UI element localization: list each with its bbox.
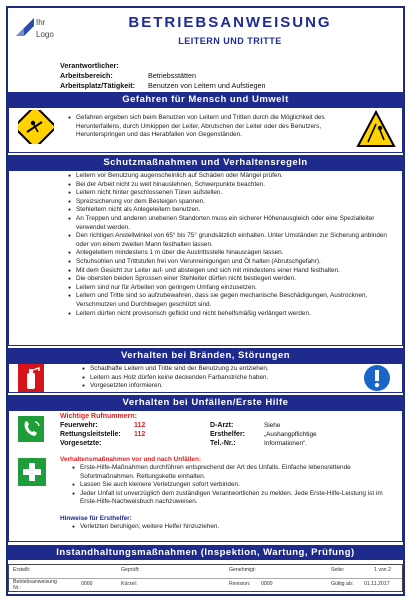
- list-item: ● Leitern aus Holz dürfen keine deckenden Farbanstriche haben.: [82, 374, 352, 383]
- list-item: ● Schuhsohlen und Trittstufen frei von Verunreinigungen und Öl halten (Abrutschgefahr).: [68, 258, 390, 267]
- list-item: ● Erste-Hilfe-Maßnahmen durchführen entsprechend der Art des Unfalls. Einfache lebensrettende Sofortmaßnahmen. Rettungskette einhalten.: [72, 464, 392, 481]
- logo-icon: [14, 16, 36, 38]
- tel-row: [210, 439, 307, 448]
- gueltig-value: 01.11.2017: [364, 581, 390, 587]
- meta-label: Verantwortlicher:: [60, 61, 119, 70]
- massnahmen-list: [72, 464, 392, 507]
- gueltig-label: Gültig ab:: [331, 581, 354, 587]
- rufnummern-title: Wichtige Rufnummern:: [60, 413, 137, 420]
- info-mandatory-icon: [363, 364, 391, 392]
- meta-value: Betriebsstätten: [148, 71, 196, 80]
- section-heading-unfaelle: Verhalten bei Unfällen/Erste Hilfe: [8, 395, 403, 410]
- feuerwehr-number: 112: [134, 422, 146, 429]
- hinweise-title: Hinweise für Ersthelfer:: [60, 515, 132, 522]
- vorgesetzte-label: Vorgesetzte:: [60, 440, 102, 447]
- list-item: ● Den richtigen Anstellwinkel von 65° bis 75° grundsätzlich einhalten. Unter Umständen zur Sicherung anbinden oder von einem zweiten Mann festhalten lassen.: [68, 232, 390, 249]
- fire-extinguisher-icon: [18, 364, 44, 392]
- revision-label: Revision:: [229, 581, 251, 587]
- rettung-row: [60, 430, 146, 439]
- meta-value: Benutzen von Leitern und Aufstiegen: [148, 81, 266, 90]
- rettung-number: 112: [134, 431, 146, 438]
- section-heading-braende: Verhalten bei Bränden, Störungen: [8, 348, 403, 363]
- list-item: ● Spreizsicherung vor dem Besteigen spannen.: [68, 198, 390, 207]
- meta-label: Arbeitsbereich:: [60, 71, 113, 80]
- meta-label: Arbeitsplatz/Tätigkeit:: [60, 81, 136, 90]
- list-item: ● Leitern und Tritte sind so aufzubewahren, dass sie gegen mechanische Beschädigungen, Austrocknen, Verschmutzen und Durchbiegen geschützt sind.: [68, 292, 390, 309]
- list-item: ● An Treppen und anderen unebenen Standorten muss ein sicherer Höhenausgleich oder eine Spezialleiter verwendet werden.: [68, 215, 390, 232]
- list-item: ● Bei der Arbeit nicht zu weit hinauslehnen, Schwerpunkte beachten.: [68, 181, 390, 190]
- darzt-value: Siehe: [264, 422, 281, 429]
- ba-label: Betriebsanweisung Nr.:: [13, 579, 57, 591]
- page-subtitle: LEITERN UND TRITTE: [178, 36, 282, 46]
- list-item: ● Leitern sind nur für Arbeiten von geringem Umfang einzusetzen.: [68, 284, 390, 293]
- ersthelfer-label: Ersthelfer:: [210, 431, 246, 438]
- list-item: ● Vorgesetzten informieren.: [82, 382, 352, 391]
- list-item: ● Leitern vor Benutzung augenscheinlich auf Schäden oder Mängel prüfen.: [68, 172, 390, 181]
- meta-arbeitsplatz: [60, 81, 266, 90]
- list-item: ● Lassen Sie auch kleinere Verletzungen sofort verbinden.: [72, 481, 392, 490]
- geprueft-label: Geprüft:: [121, 567, 140, 573]
- feuerwehr-label: Feuerwehr:: [60, 422, 98, 429]
- footer-row: [9, 579, 402, 593]
- massnahmen-title: Verhaltensmaßnahmen vor und nach Unfällen:: [60, 456, 201, 463]
- ersthelfer-row: [210, 430, 317, 439]
- document-footer: [8, 564, 403, 592]
- revision-value: 0000: [261, 581, 273, 587]
- darzt-label: D-Arzt:: [210, 422, 234, 429]
- list-item: ● Gefahren ergeben sich beim Benutzen von Leitern und Tritten durch die Möglichkeit des Herunterfallens, durch Umkippen der Leiter, Abrutschen der Leiter oder des Benutzers, Herunterspringen und das Herabfallen von Gegenständen.: [68, 114, 350, 140]
- page-title: BETRIEBSANWEISUNG: [128, 14, 332, 31]
- list-item: ● Leitern dürfen nicht provisorisch geflickt und nicht behelfsmäßig verlängert werden.: [68, 310, 390, 319]
- emergency-phone-icon: [18, 416, 44, 442]
- section-heading-gefahren: Gefahren für Mensch und Umwelt: [8, 92, 403, 107]
- meta-arbeitsbereich: [60, 71, 196, 80]
- seite-value: 1 von 2: [374, 567, 392, 573]
- genehmigt-label: Genehmigt:: [229, 567, 256, 573]
- meta-verantwortlicher: [60, 61, 119, 70]
- hinweise-list: [72, 523, 392, 532]
- list-item: ● Stehleitern nicht als Anlegeleitern benutzen.: [68, 206, 390, 215]
- logo-line2: Logo: [36, 30, 54, 39]
- seite-label: Seite:: [331, 567, 345, 573]
- gefahren-list: [68, 114, 350, 140]
- tel-label: Tel.-Nr.:: [210, 440, 236, 447]
- section-heading-instandhaltung: Instandhaltungsmaßnahmen (Inspektion, Wartung, Prüfung): [8, 545, 403, 560]
- erstellt-label: Erstellt:: [13, 567, 31, 573]
- kuerzel-label: Kürzel:: [121, 581, 138, 587]
- tel-value: Informationen“.: [264, 440, 307, 447]
- schutz-list: [68, 172, 390, 318]
- list-item: ● Verletzten beruhigen; weitere Helfer hinzuziehen.: [72, 523, 392, 532]
- list-item: ● Schadhafte Leitern und Tritte sind der Benutzung zu entziehen.: [82, 365, 352, 374]
- feuerwehr-row: [60, 421, 146, 430]
- ba-value: 0000: [81, 581, 93, 587]
- rettung-label: Rettungsleitstelle:: [60, 431, 121, 438]
- list-item: ● Anlegeleitern mindestens 1 m über die Austrittsstelle hinausragen lassen.: [68, 249, 390, 258]
- list-item: ● Jeder Unfall ist unverzüglich dem zuständigen Verantwortlichen zu melden. Jede Erste-Hilfe-Leistung ist im Erste-Hilfe-Nachweisbuch nachzuweisen.: [72, 490, 392, 507]
- footer-row: [9, 565, 402, 579]
- list-item: ● Mit dem Gesicht zur Leiter auf- und absteigen und sich mit mindestens einer Hand festhalten.: [68, 267, 390, 276]
- darzt-row: [210, 421, 281, 430]
- list-item: ● Die obersten beiden Sprossen einer Stehleiter dürfen nicht bestiegen werden.: [68, 275, 390, 284]
- logo-line1: Ihr: [36, 18, 46, 27]
- company-logo: [14, 14, 64, 50]
- vorgesetzte-row: [60, 439, 102, 448]
- fall-hazard-warning-icon: [356, 110, 396, 148]
- section-heading-schutz: Schutzmaßnahmen und Verhaltensregeln: [8, 155, 403, 170]
- list-item: ● Leitern nicht hinter geschlossenen Türen aufstellen.: [68, 189, 390, 198]
- ersthelfer-value: „Aushangpflichtige: [264, 431, 317, 438]
- warning-sign-icon: [18, 110, 54, 144]
- braende-list: [82, 365, 352, 391]
- first-aid-icon: [18, 458, 46, 486]
